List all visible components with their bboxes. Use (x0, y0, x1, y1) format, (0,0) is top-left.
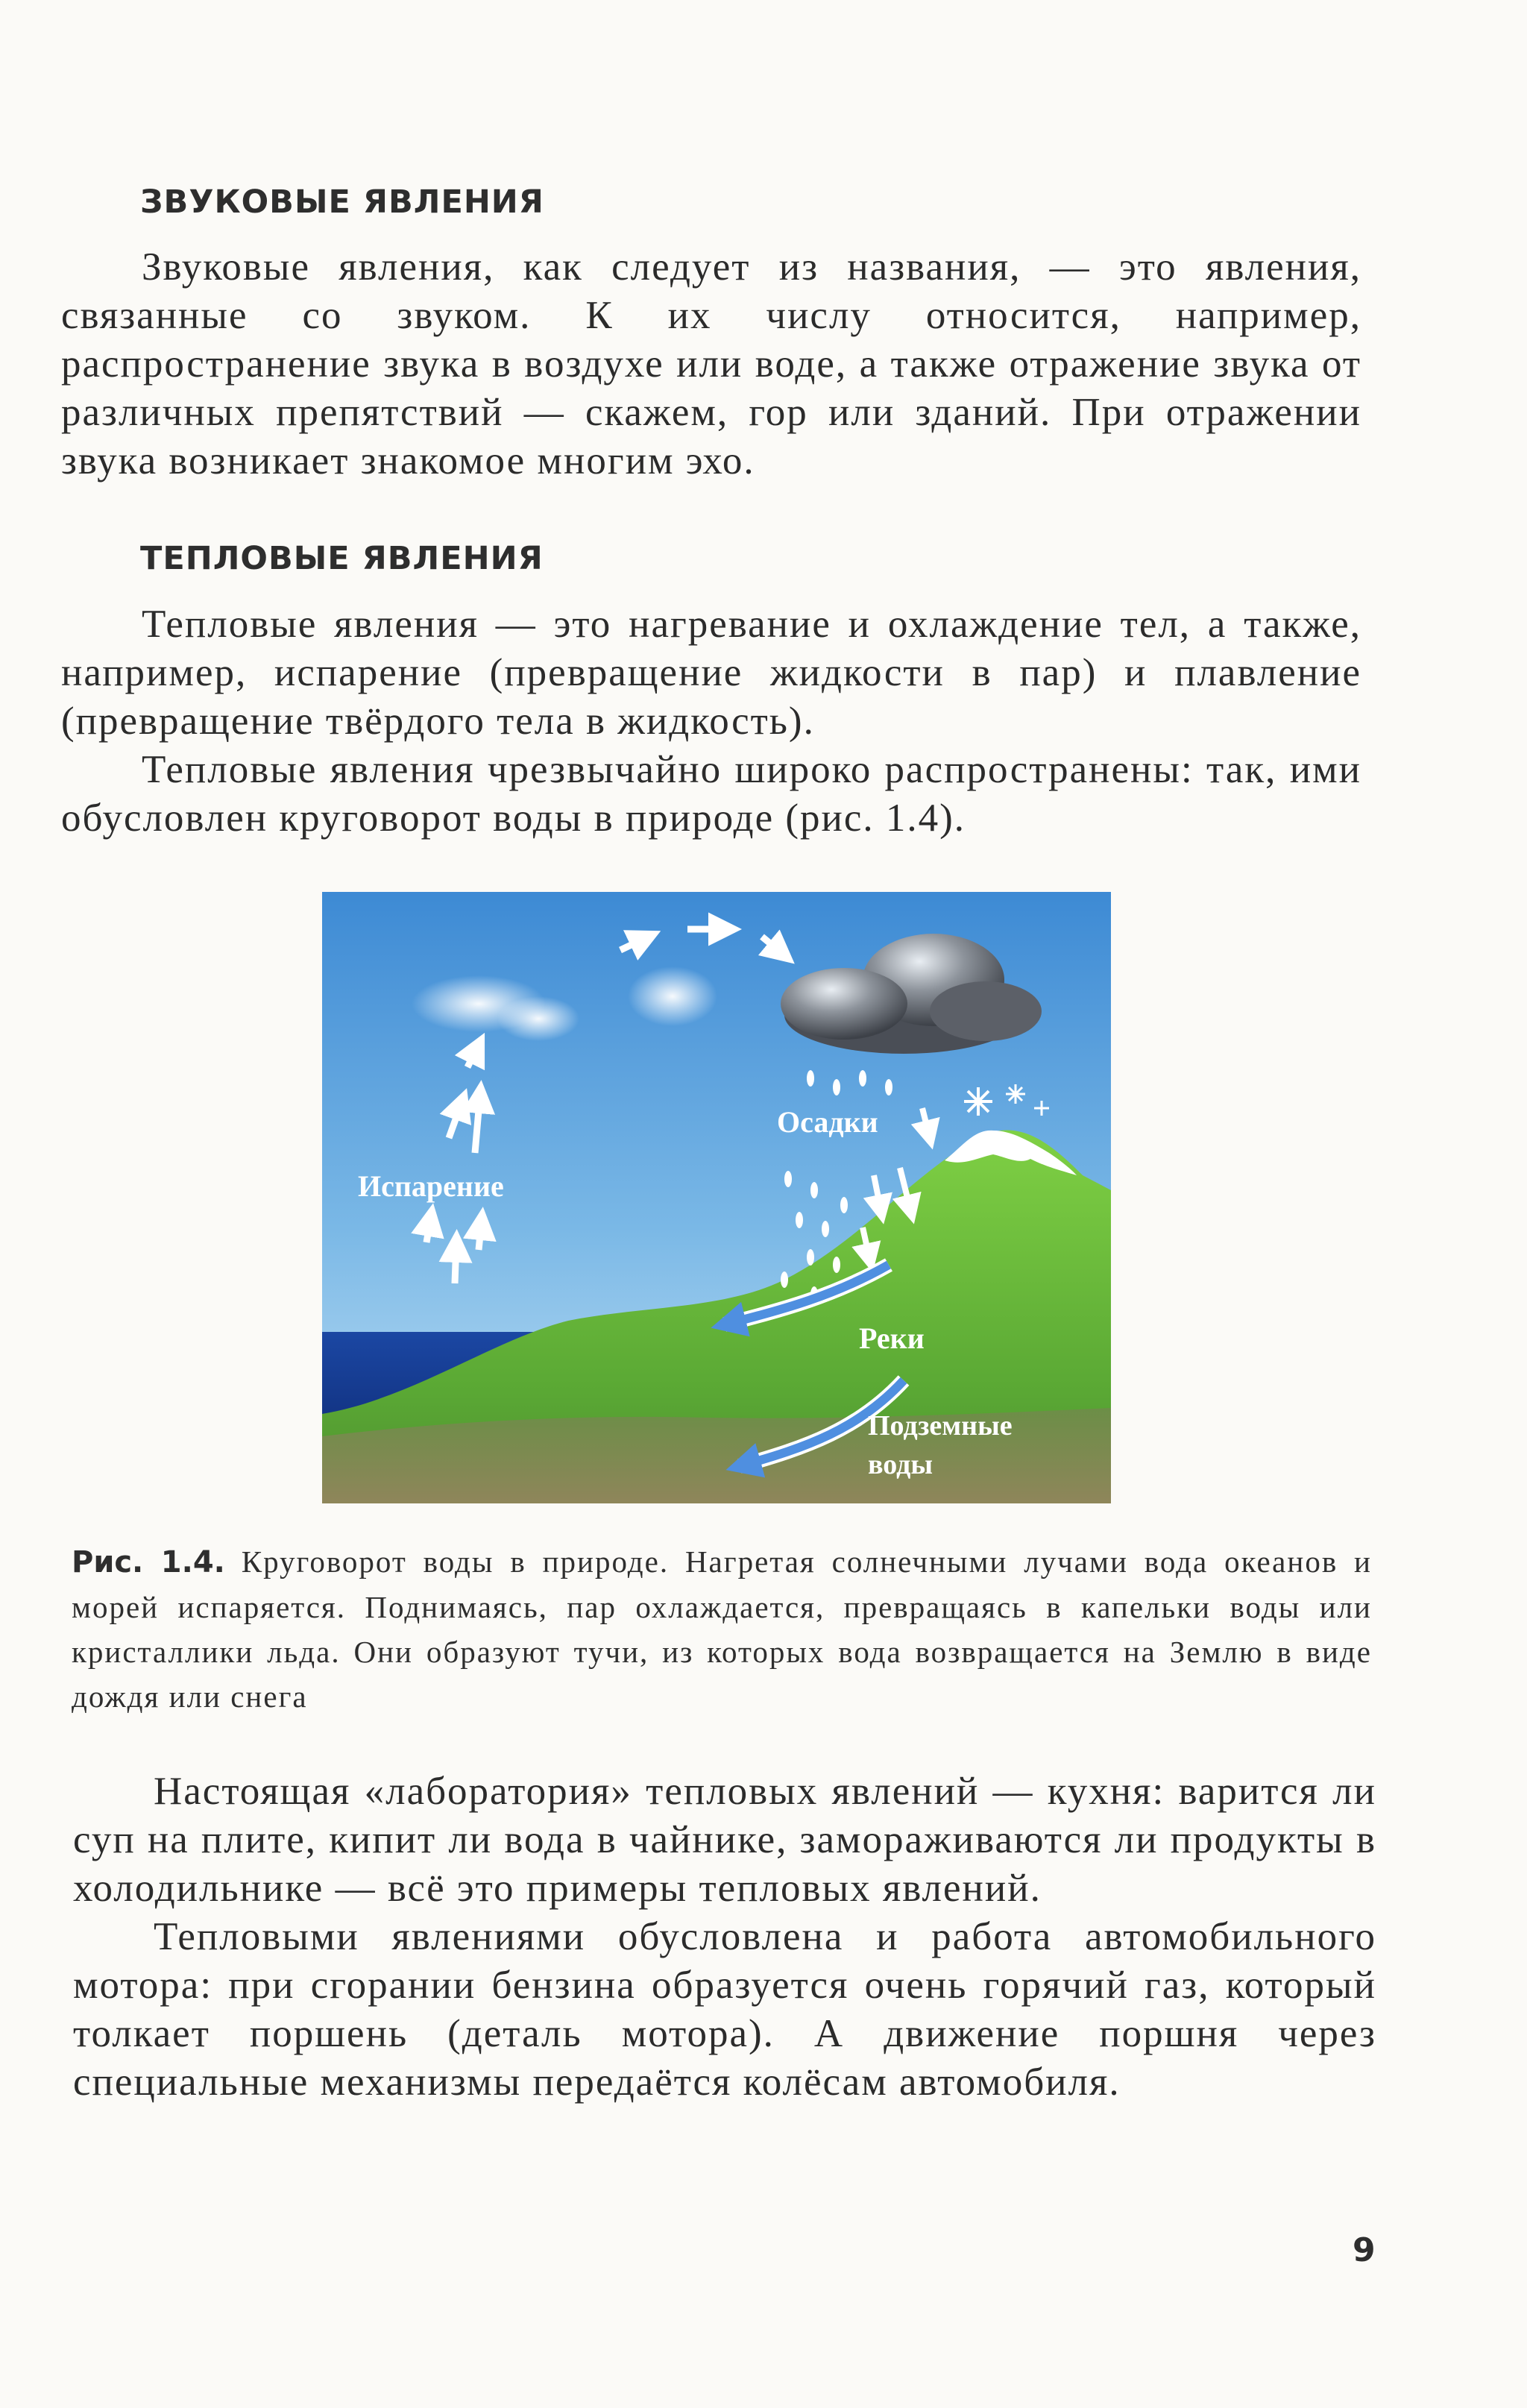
section-heading-sound: ЗВУКОВЫЕ ЯВЛЕНИЯ (140, 183, 544, 221)
figure-caption-label: Рис. 1.4. (72, 1545, 225, 1579)
label-groundwater-line1: Подземные (868, 1410, 1013, 1442)
paragraph: Настоящая «лаборатория» тепловых явлений — кухня: варится ли суп на плите, кипит ли вода в чайнике, замораживаются ли продукты в холодильнике — всё это примеры тепловых явлений. (73, 1770, 1376, 1910)
thermal-text (61, 600, 1361, 843)
label-groundwater-line2: воды (868, 1449, 933, 1480)
evaporation-arrow (426, 1216, 431, 1242)
paragraph: Звуковые явления, как следует из названия, — это явления, связанные со звуком. К их числу относится, например, распространение звука в воздухе или воде, а также отражение звука от различных препятствий — скажем, гор или зданий. При отражении звука возникает знакомое многим эхо. (61, 245, 1361, 482)
light-cloud (628, 966, 717, 1026)
section-heading-thermal: ТЕПЛОВЫЕ ЯВЛЕНИЯ (140, 540, 544, 577)
paragraph: Тепловые явления чрезвычайно широко распространены: так, ими обусловлен круговорот воды в природе (рис. 1.4). (61, 748, 1361, 840)
label-evaporation: Испарение (358, 1169, 504, 1203)
closing-text (73, 1767, 1376, 2107)
water-cycle-illustration (322, 892, 1111, 1503)
figure-caption (72, 1539, 1372, 1719)
evaporation-arrow (479, 1220, 482, 1250)
paragraph: Тепловыми явлениями обусловлена и работа автомобильного мотора: при сгорании бензина образуется очень горячий газ, который толкает поршень (деталь мотора). А движение поршня через специальные механизмы передаётся колёсам автомобиля. (73, 1915, 1376, 2104)
water-cycle-figure (322, 892, 1111, 1503)
light-cloud (497, 996, 579, 1041)
figure-caption-text: Круговорот воды в природе. Нагретая солнечными лучами вода океанов и морей испаряется. Поднимаясь, пар охлаждается, превращаясь в капельки воды или кристаллики льда. Они образуют тучи, из которых вода возвращается на Землю в виде дождя или снега (72, 1544, 1372, 1714)
label-rivers: Реки (859, 1321, 925, 1355)
paragraph: Тепловые явления — это нагревание и охлаждение тел, а также, например, испарение (превращение жидкости в пар) и плавление (превращение твёрдого тела в жидкость). (61, 603, 1361, 743)
page-number: 9 (1353, 2231, 1376, 2269)
snowflake-icon (964, 1087, 992, 1116)
sound-text (61, 243, 1361, 485)
label-precipitation: Осадки (777, 1105, 878, 1139)
evaporation-arrow (455, 1242, 456, 1283)
